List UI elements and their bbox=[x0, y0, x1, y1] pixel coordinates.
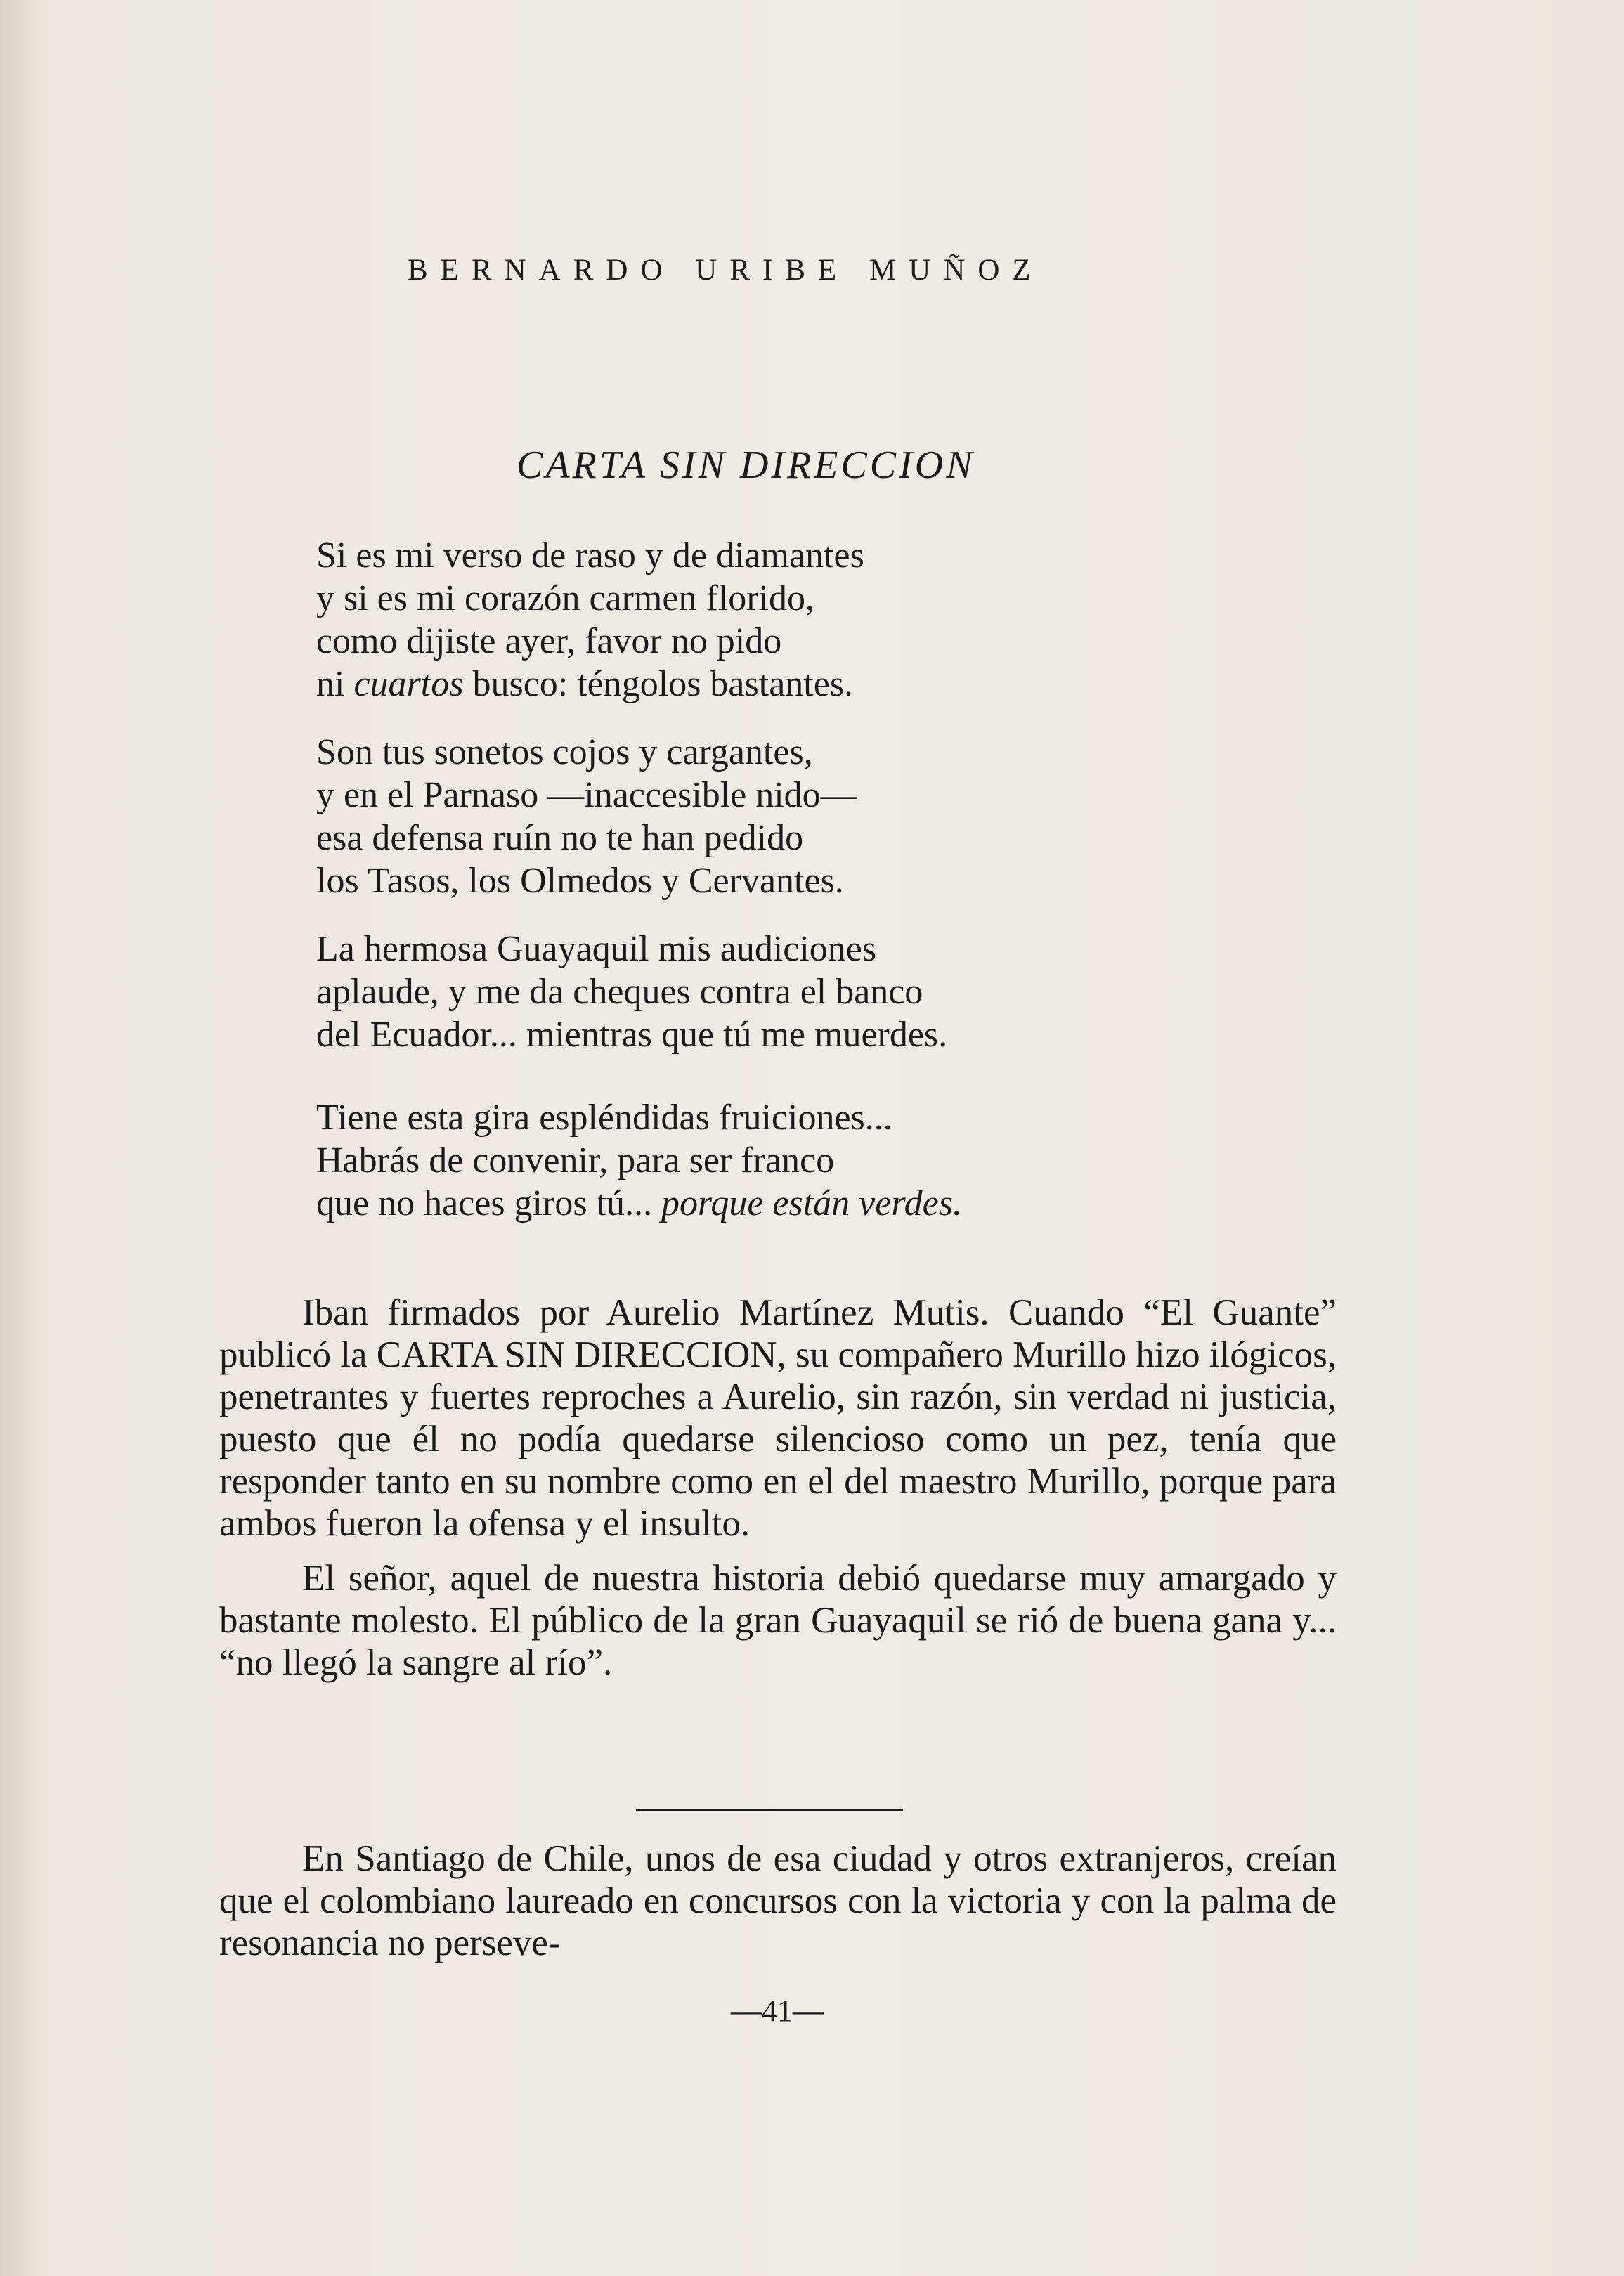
verse-line: Habrás de convenir, para ser franco bbox=[316, 1140, 835, 1181]
verse-line: ni cuartos busco: téngolos bastantes. bbox=[316, 664, 854, 704]
poem-title: CARTA SIN DIRECCION bbox=[517, 443, 975, 487]
verse-line: Si es mi verso de raso y de diamantes bbox=[316, 535, 864, 575]
paragraph: En Santiago de Chile, unos de esa ciudad y otros extranjeros, creían que el colombiano laureado en concursos con la victoria y con la palma de resonancia no perseve- bbox=[219, 1838, 1337, 1963]
verse-line: aplaude, y me da cheques contra el banco bbox=[316, 972, 923, 1012]
stanza-3 bbox=[316, 928, 1286, 1056]
prose-block-2 bbox=[219, 1838, 1337, 1964]
prose-block-1 bbox=[219, 1292, 1337, 1684]
verse-line: como dijiste ayer, favor no pido bbox=[316, 621, 782, 661]
verse-line: esa defensa ruín no te han pedido bbox=[316, 818, 804, 858]
verse-line: del Ecuador... mientras que tú me muerdes. bbox=[316, 1015, 948, 1055]
paragraph: El señor, aquel de nuestra historia debió quedarse muy amargado y bastante molesto. El público de la gran Guayaquil se rió de buena gana y... “no llegó la sangre al río”. bbox=[219, 1558, 1337, 1683]
verse-line: y si es mi corazón carmen florido, bbox=[316, 578, 814, 618]
paragraph: Iban firmados por Aurelio Martínez Mutis. Cuando “El Guante” publicó la CARTA SIN DIRECCION, su compañero Murillo hizo ilógicos, penetrantes y fuertes reproches a Aurelio, sin razón, sin verdad ni justicia, puesto que él no podía quedarse silencioso como un pez, tenía que responder tanto en su nombre como en el del maestro Murillo, porque para ambos fueron la ofensa y el insulto. bbox=[219, 1292, 1337, 1544]
running-head: BERNARDO URIBE MUÑOZ bbox=[408, 254, 1044, 287]
section-divider bbox=[636, 1809, 903, 1811]
page-number: —41— bbox=[731, 1994, 824, 2028]
verse-line: La hermosa Guayaquil mis audiciones bbox=[316, 929, 877, 969]
verse-line: Son tus sonetos cojos y cargantes, bbox=[316, 732, 813, 772]
verse-line: los Tasos, los Olmedos y Cervantes. bbox=[316, 861, 844, 901]
verse-line: y en el Parnaso —inaccesible nido— bbox=[316, 775, 857, 815]
stanza-1 bbox=[316, 534, 1286, 705]
verse-line: Tiene esta gira espléndidas fruiciones... bbox=[316, 1098, 892, 1138]
stanza-2 bbox=[316, 731, 1286, 902]
verse-line: que no haces giros tú... porque están verdes. bbox=[316, 1183, 962, 1223]
stanza-4 bbox=[316, 1096, 1286, 1225]
